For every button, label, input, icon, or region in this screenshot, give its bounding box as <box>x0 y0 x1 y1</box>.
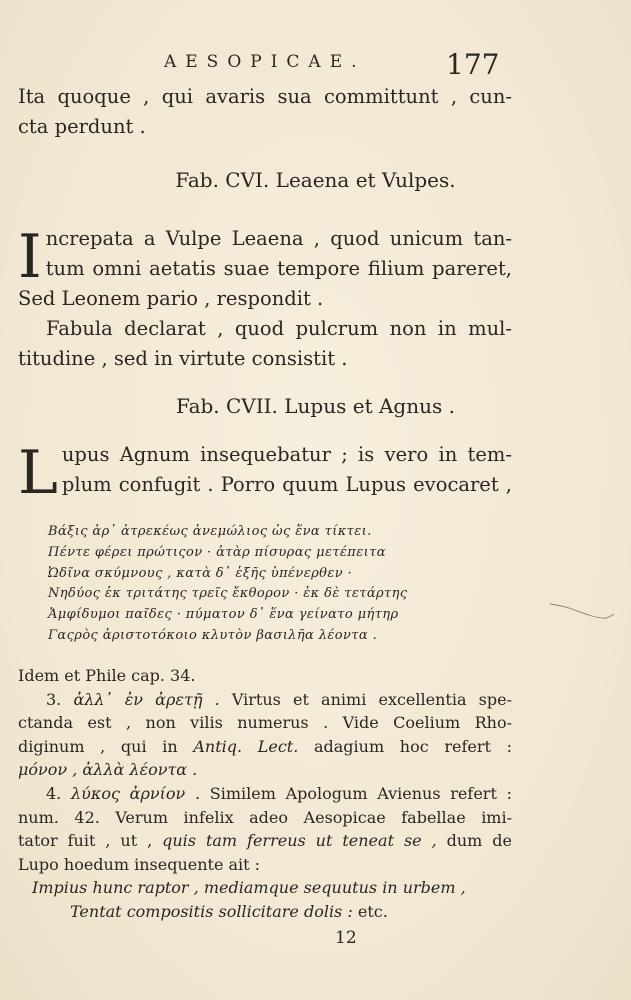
note-4-line-3-a: tator fuit , ut , <box>18 831 153 851</box>
page-header <box>0 48 631 81</box>
drop-cap-i: I <box>18 222 42 292</box>
intro-line-1: Ita quoque , qui avaris sua committunt , cun- <box>18 85 512 108</box>
note-reference: Idem et Phile cap. 34. <box>18 666 196 685</box>
note-4-quote: quis tam ferreus ut teneat se , <box>162 831 437 851</box>
fable-107-line-2: plum confugit . Porro quum Lupus evocaret , <box>61 473 512 496</box>
greek-verse-line-5: Ἀμφίδυμοι παῖδες · πύματον δ᾽ ἕνα γείνατο μήτηρ <box>48 607 399 623</box>
verse-line-2-etc: etc. <box>357 901 388 921</box>
verse-line-2 <box>18 900 512 924</box>
note-4-line-4: Lupo hoedum insequente ait : <box>18 854 261 874</box>
note-3-line-2: ctanda est , non vilis numerus . Vide Coelium Rho- <box>18 713 512 733</box>
note-4-line-1-text: Similem Apologum Avienus refert : <box>209 783 512 803</box>
greek-verse-line-2: Πέντε φέρει πρώτιςον · ἀτὰρ πίσυρας μετέπειτα <box>48 544 386 560</box>
fable-107-line-1: upus Agnum insequebatur ; is vero in tem- <box>61 443 512 466</box>
fable-106-title: Fab. CVI. Leaena et Vulpes. <box>175 168 456 192</box>
note-4-line-3-b: dum de <box>446 831 513 851</box>
fable-106-line-4: Fabula declarat , quod pulcrum non in mul- <box>46 317 512 340</box>
note-3-greek: ἀλλ᾽ ἐν ἀρετῇ . <box>73 689 220 709</box>
fable-106-text <box>18 224 512 374</box>
note-3-line-1 <box>18 688 512 712</box>
verse-line-1: Impius hunc raptor , mediamque sequutus in urbem , <box>32 878 466 898</box>
note-3-line-3 <box>18 735 512 759</box>
note-4-line-3 <box>18 829 512 853</box>
note-3-number: 3. <box>46 689 62 709</box>
note-4-line-2: num. 42. Verum infelix adeo Aesopicae fabellae imi- <box>18 807 512 827</box>
fable-106-line-5: titudine , sed in virtute consistit . <box>18 347 348 370</box>
verse-line-2-italic: Tentat compositis sollicitare dolis : <box>70 901 353 921</box>
margin-flourish <box>548 598 618 622</box>
note-4-greek: λύκος ἀρνίον . <box>70 783 201 803</box>
fable-106-line-3: Sed Leonem pario , respondit . <box>18 287 324 310</box>
drop-cap-l: L <box>18 438 58 508</box>
greek-verse-line-3: Ὠδῖνα σκύμνους , κατὰ δ᾽ ἑξῆς ὑπένερθεν · <box>48 565 353 581</box>
greek-verse <box>48 522 458 647</box>
fable-107-text <box>18 438 512 508</box>
notes-section <box>18 664 512 924</box>
intro-line-2: cta perdunt . <box>18 115 146 138</box>
fable-106-line-2: tum omni aetatis suae tempore filium pareret, <box>45 257 512 280</box>
note-3-line-1-text: Virtus et animi excellentia spe- <box>231 689 512 709</box>
signature-mark: 12 <box>335 928 357 948</box>
note-4-number: 4. <box>46 783 62 803</box>
greek-verse-line-1: Βάξις ἀρ᾽ ἀτρεκέως ἀνεμώλιος ὡς ἕνα τίκτει. <box>48 524 372 539</box>
note-3-line-4: μόνον , ἀλλὰ λέοντα . <box>18 760 198 780</box>
fable-107-title: Fab. CVII. Lupus et Agnus . <box>176 394 455 418</box>
running-head: AESOPICAE. <box>164 52 366 72</box>
intro-paragraph <box>18 82 512 142</box>
fable-106-line-1: ncrepata a Vulpe Leaena , quod unicum tan- <box>45 227 512 250</box>
greek-verse-line-4: Νηδύος ἐκ τριτάτης τρεῖς ἔκθορον · ἐκ δὲ τετάρτης <box>48 586 408 602</box>
note-3-line-3-a: diginum , qui in <box>18 736 178 756</box>
greek-verse-line-6: Γαςρὸς ἀριστοτόκοιο κλυτὸν βασιλῆα λέοντα . <box>48 627 378 643</box>
page-number: 177 <box>446 48 500 81</box>
note-3-line-3-b: adagium hoc refert : <box>313 736 513 756</box>
note-3-work-title: Antiq. Lect. <box>193 736 299 756</box>
note-4-line-1 <box>18 782 512 806</box>
